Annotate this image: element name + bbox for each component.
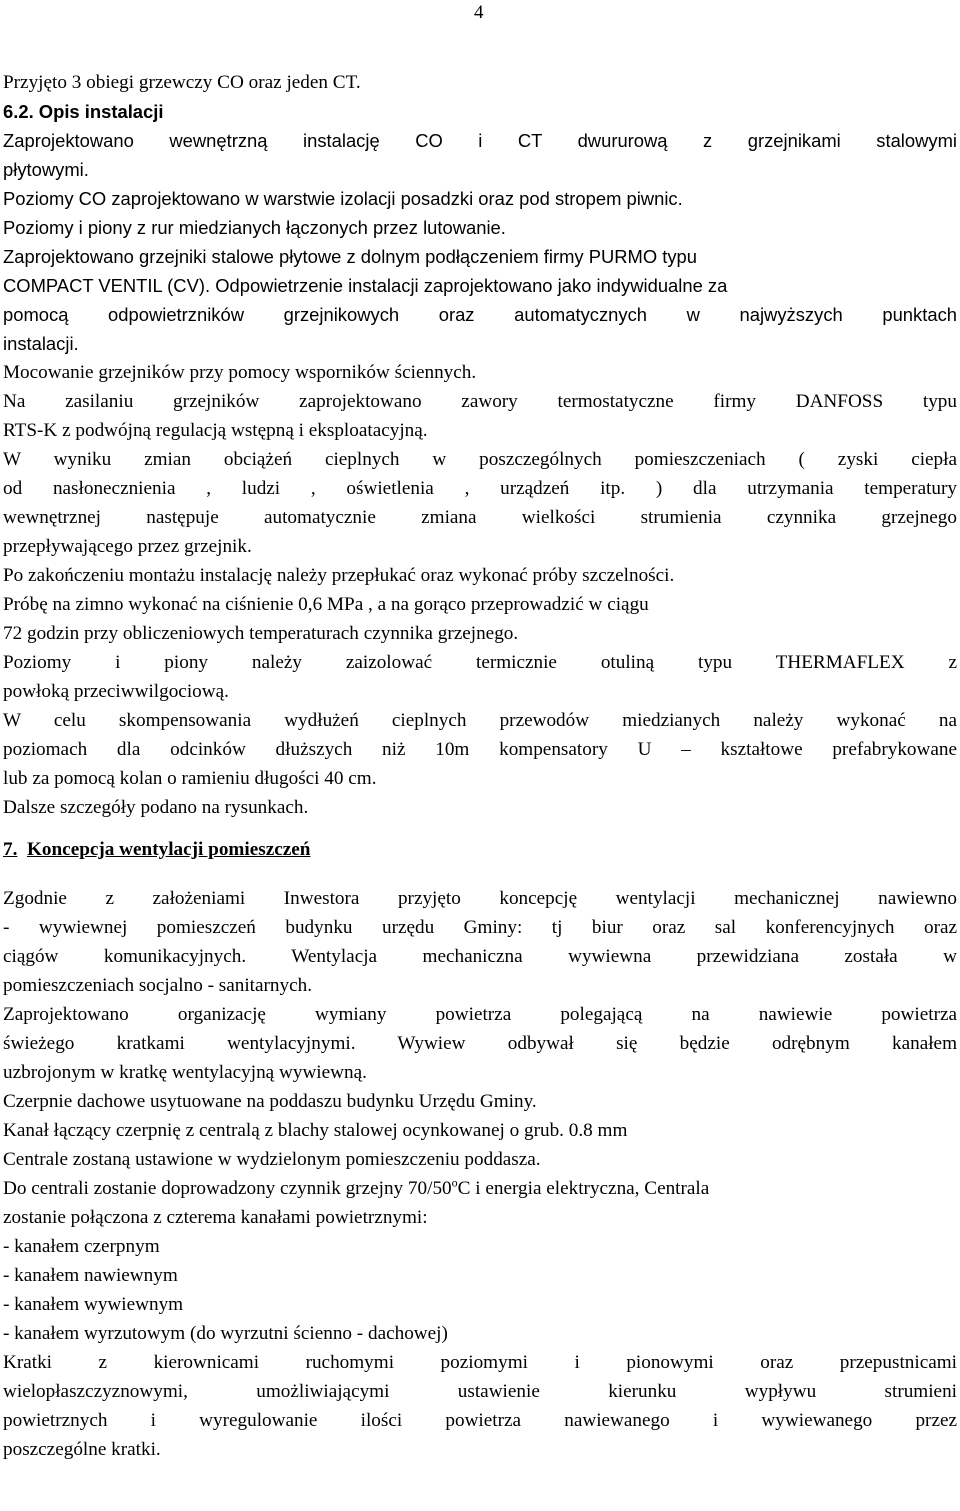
text-line: powłoką przeciwwilgociową. [3, 681, 229, 702]
text-line: przepływającego przez grzejnik. [3, 536, 252, 557]
text-line: Kratki z kierownicami ruchomymi poziomymi i pionowymi oraz przepustnicami [3, 1352, 957, 1373]
text-line: Przyjęto 3 obiegi grzewczy CO oraz jeden CT. [3, 72, 361, 93]
text-line: Poziomy CO zaprojektowano w warstwie izolacji posadzki oraz pod stropem piwnic. [3, 188, 683, 209]
text-line: Poziomy i piony należy zaizolować termicznie otuliną typu THERMAFLEX z [3, 652, 957, 673]
text-line: W wyniku zmian obciążeń cieplnych w poszczególnych pomieszczeniach ( zyski ciepła [3, 449, 957, 470]
text-line: W celu skompensowania wydłużeń cieplnych przewodów miedzianych należy wykonać na [3, 710, 957, 731]
text-line: pomieszczeniach socjalno - sanitarnych. [3, 975, 313, 996]
text-line: Czerpnie dachowe usytuowane na poddaszu budynku Urzędu Gminy. [3, 1091, 537, 1112]
text-line: lub za pomocą kolan o ramieniu długości 40 cm. [3, 768, 377, 789]
text-line: - wywiewnej pomieszczeń budynku urzędu Gminy: tj biur oraz sal konferencyjnych oraz [3, 917, 957, 938]
text-line: COMPACT VENTIL (CV). Odpowietrzenie instalacji zaprojektowano jako indywidualne za [3, 275, 728, 296]
text-line: Mocowanie grzejników przy pomocy wsporników ściennych. [3, 362, 477, 383]
text-line [3, 1174, 957, 1203]
section-7-heading [3, 830, 957, 870]
text-line: Centrale zostaną ustawione w wydzielonym pomieszczeniu poddasza. [3, 1149, 541, 1170]
text-line: Poziomy i piony z rur miedzianych łączonych przez lutowanie. [3, 217, 506, 238]
text-line: RTS-K z podwójną regulacją wstępną i eksploatacyjną. [3, 420, 428, 441]
text-line: wewnętrznej następuje automatycznie zmiana wielkości strumienia czynnika grzejnego [3, 507, 957, 528]
section-7-title: Koncepcja wentylacji pomieszczeń [26, 839, 311, 860]
list-item: - kanałem wyrzutowym (do wyrzutni ścienno - dachowej) [3, 1323, 448, 1344]
text-line: Próbę na zimno wykonać na ciśnienie 0,6 MPa , a na gorąco przeprowadzić w ciągu [3, 594, 649, 615]
text-line: Dalsze szczegóły podano na rysunkach. [3, 797, 309, 818]
text-line: 72 godzin przy obliczeniowych temperaturach czynnika grzejnego. [3, 623, 519, 644]
text-line: zostanie połączona z czterema kanałami powietrznymi: [3, 1207, 428, 1228]
subsection-heading: 6.2. Opis instalacji [3, 101, 164, 122]
text-line: poziomach dla odcinków dłuższych niż 10m kompensatory U – kształtowe prefabrykowane [3, 739, 957, 760]
document-body [3, 68, 957, 1464]
list-item: - kanałem wywiewnym [3, 1294, 184, 1315]
text-line: instalacji. [3, 333, 79, 354]
text-line: ciągów komunikacyjnych. Wentylacja mechaniczna wywiewna przewidziana została w [3, 946, 957, 967]
text-line: Na zasilaniu grzejników zaprojektowano zawory termostatyczne firmy DANFOSS typu [3, 391, 957, 412]
text-line: wielopłaszczyznowymi, umożliwiającymi ustawienie kierunku wypływu strumieni [3, 1381, 957, 1402]
text-line: Zaprojektowano wewnętrzną instalację CO i CT dwururową z grzejnikami stalowymi [3, 130, 957, 151]
text-line: pomocą odpowietrzników grzejnikowych oraz automatycznych w najwyższych punktach [3, 304, 957, 325]
section-7 [3, 884, 957, 1464]
section-6 [3, 68, 957, 822]
list-item: - kanałem czerpnym [3, 1236, 160, 1257]
centrala-text-after: C i energia elektryczna, Centrala [457, 1178, 710, 1199]
text-line: płytowymi. [3, 159, 89, 180]
text-line: Zgodnie z założeniami Inwestora przyjęto koncepcję wentylacji mechanicznej nawiewno [3, 888, 957, 909]
section-7-number: 7. [3, 839, 18, 860]
text-line: Kanał łączący czerpnię z centralą z blachy stalowej ocynkowanej o grub. 0.8 mm [3, 1120, 628, 1141]
text-line: Zaprojektowano organizację wymiany powietrza polegającą na nawiewie powietrza [3, 1004, 957, 1025]
text-line: poszczególne kratki. [3, 1439, 161, 1460]
text-line: świeżego kratkami wentylacyjnymi. Wywiew odbywał się będzie odrębnym kanałem [3, 1033, 957, 1054]
text-line: uzbrojonym w kratkę wentylacyjną wywiewną. [3, 1062, 367, 1083]
degree-superscript: o [451, 1175, 458, 1190]
list-item: - kanałem nawiewnym [3, 1265, 178, 1286]
page-number: 4 [474, 2, 484, 23]
text-line: od nasłonecznienia , ludzi , oświetlenia , urządzeń itp. ) dla utrzymania temperatury [3, 478, 957, 499]
centrala-text-before: Do centrali zostanie doprowadzony czynnik grzejny 70/50 [3, 1178, 452, 1199]
text-line: Po zakończeniu montażu instalację należy przepłukać oraz wykonać próby szczelności. [3, 565, 675, 586]
text-line: Zaprojektowano grzejniki stalowe płytowe z dolnym podłączeniem firmy PURMO typu [3, 246, 698, 267]
text-line: powietrznych i wyregulowanie ilości powietrza nawiewanego i wywiewanego przez [3, 1410, 957, 1431]
